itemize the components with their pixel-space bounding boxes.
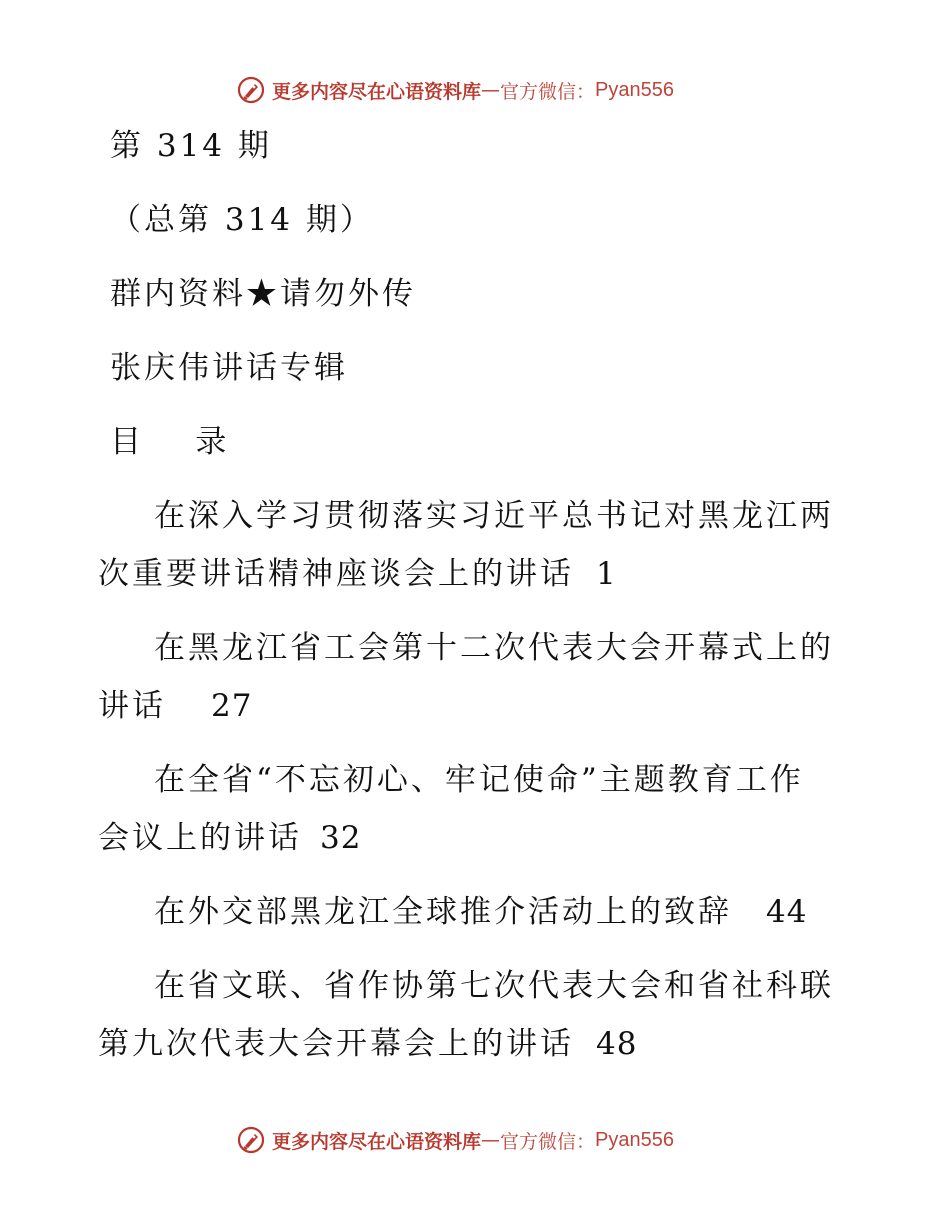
- toc-entry-page: 1: [596, 556, 617, 592]
- toc-heading: 目 录: [110, 424, 230, 460]
- toc-entry-title-line1: 在深入学习贯彻落实习近平总书记对黑龙江两: [154, 498, 834, 534]
- toc-entry-title-line2: 第九次代表大会开幕会上的讲话: [98, 1026, 574, 1062]
- toc-entry-title-line1-row: [154, 892, 807, 932]
- watermark-main-text: 更多内容尽在心语资料库: [272, 1130, 482, 1153]
- restriction-notice: 群内资料★请勿外传: [110, 276, 416, 312]
- toc-entry-page: 48: [596, 1026, 638, 1062]
- watermark-banner-top: [236, 73, 674, 107]
- toc-entry-title-line1: 在外交部黑龙江全球推介活动上的致辞: [154, 894, 732, 930]
- toc-entry-page: 27: [211, 688, 253, 724]
- toc-entry-title-line2-row: [98, 554, 617, 594]
- toc-entry-title-line2-row: [98, 1024, 637, 1064]
- watermark-wechat-id: Pyan556: [595, 1128, 674, 1151]
- toc-entry-title-line2: 讲话: [98, 688, 166, 724]
- watermark-banner-bottom: [236, 1123, 674, 1157]
- toc-entry-page: 44: [766, 894, 808, 930]
- watermark-official-text: 官方微信：: [500, 1130, 596, 1153]
- watermark-main-text: 更多内容尽在心语资料库: [272, 80, 482, 103]
- watermark-dash: —: [481, 1129, 501, 1151]
- toc-entry-title-line1: 在全省“不忘初心、牢记使命”主题教育工作: [154, 762, 804, 798]
- collection-title: 张庆伟讲话专辑: [110, 350, 348, 386]
- toc-entry-title-line2: 会议上的讲话: [98, 820, 302, 856]
- issue-number: 第 314 期: [110, 128, 272, 164]
- watermark-wechat-id: Pyan556: [595, 78, 674, 101]
- total-issue-number: （总第 314 期）: [110, 202, 374, 238]
- toc-entry-title-line2: 次重要讲话精神座谈会上的讲话: [98, 556, 574, 592]
- toc-entry-title-line2-row: [98, 818, 361, 858]
- toc-entry-title-line1: 在省文联、省作协第七次代表大会和省社科联: [154, 968, 834, 1004]
- pen-nib-logo-icon: [236, 1125, 266, 1155]
- toc-entry-title-line2-row: [98, 686, 252, 726]
- toc-entry-page: 32: [320, 820, 362, 856]
- watermark-dash: —: [481, 79, 501, 101]
- pen-nib-logo-icon: [236, 75, 266, 105]
- toc-entry-title-line1: 在黑龙江省工会第十二次代表大会开幕式上的: [154, 630, 834, 666]
- watermark-official-text: 官方微信：: [500, 80, 596, 103]
